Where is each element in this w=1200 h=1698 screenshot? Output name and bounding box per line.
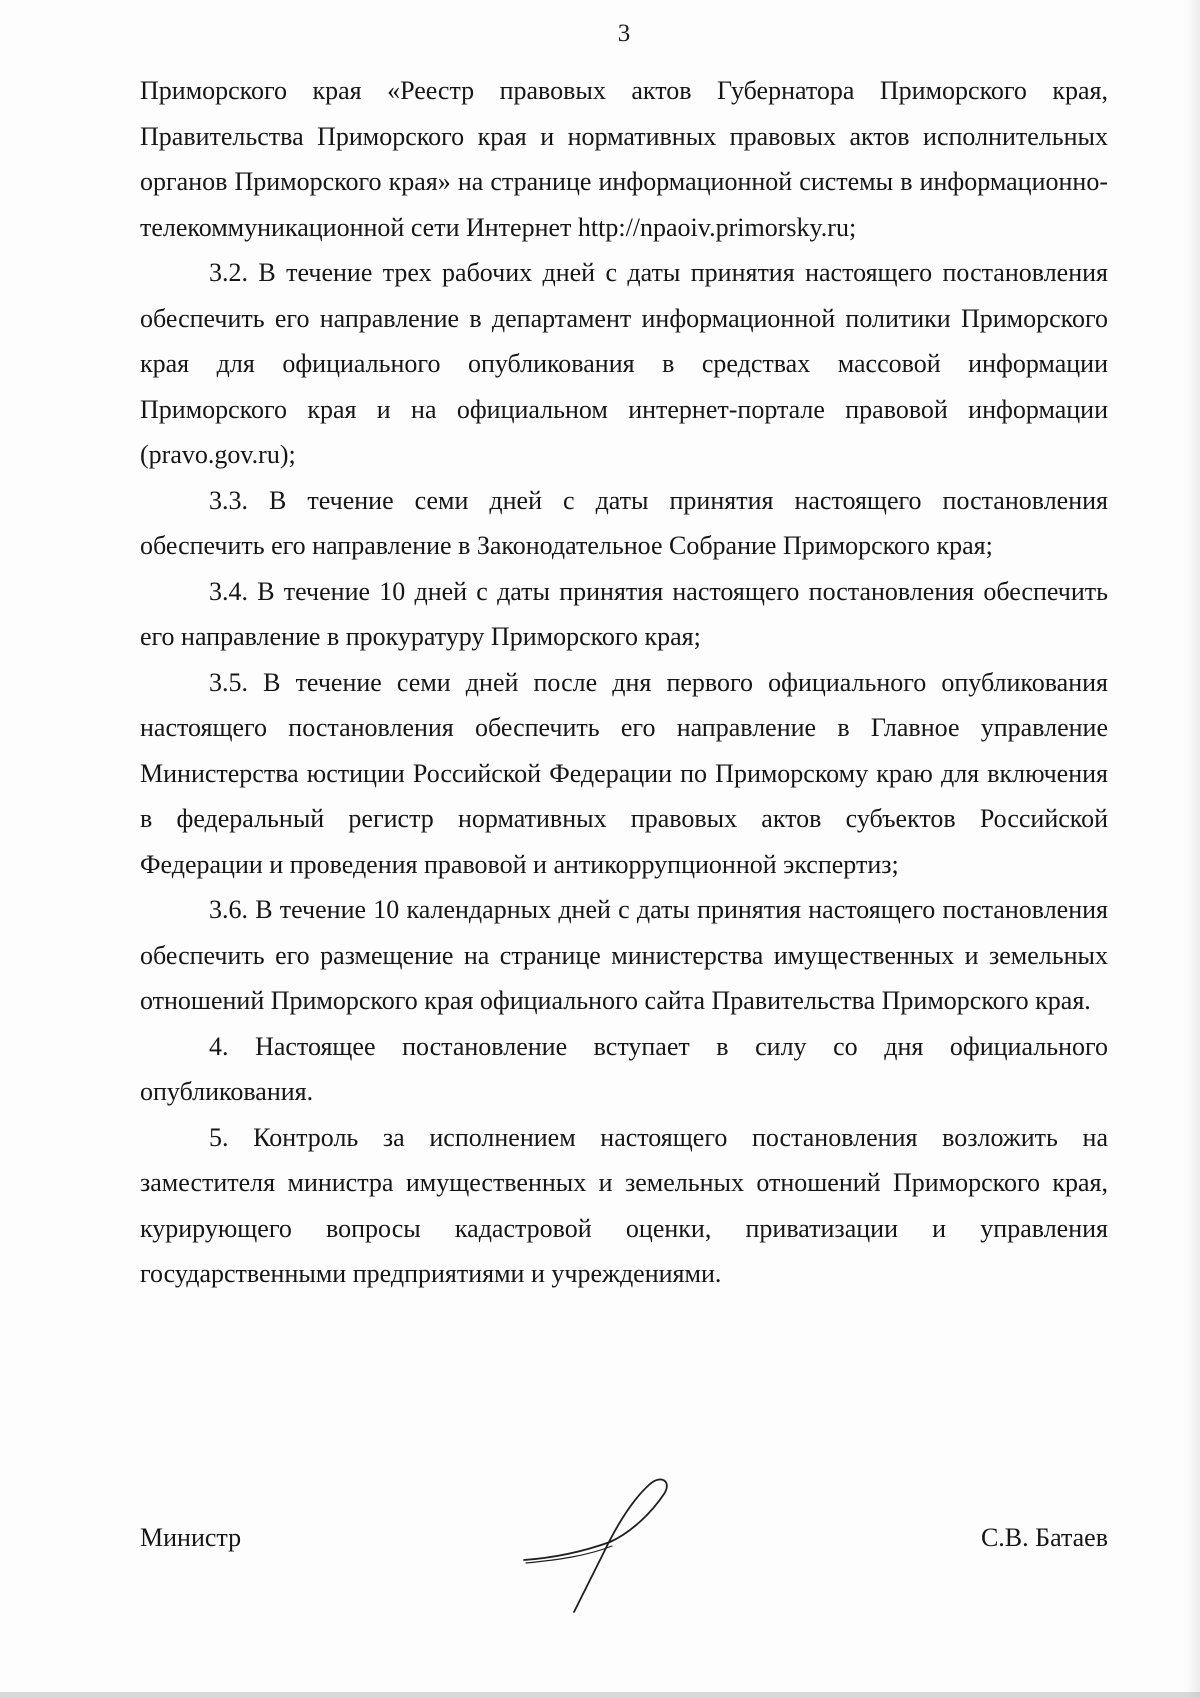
paragraph-3-2: 3.2. В течение трех рабочих дней с даты принятия настоящего постановления обеспечить его направление в департамент информационной политики Приморского края для официального опубликования в средствах массовой информации Приморского края и на официальном интернет-портале правовой информации (pravo.gov.ru); (140, 258, 1108, 469)
signer-name: С.В. Батаев (980, 1523, 1108, 1552)
paragraph-3-3: 3.3. В течение семи дней с даты принятия настоящего постановления обеспечить его направление в Законодательное Собрание Приморского края; (140, 485, 1108, 560)
scan-edge-right (1186, 0, 1200, 1698)
paragraph-4: 4. Настоящее постановление вступает в силу со дня официального опубликования. (140, 1031, 1108, 1106)
signer-title: Министр (140, 1523, 242, 1552)
signature-block (140, 1515, 1108, 1575)
paragraph-continuation: Приморского края «Реестр правовых актов Губернатора Приморского края, Правительства Приморского края и нормативных правовых актов исполнительных органов Приморского края» на странице информационной системы в информационно-телекоммуникационной сети Интернет http://npaoiv.primorsky.ru; (140, 76, 1108, 242)
paragraph-3-6: 3.6. В течение 10 календарных дней с даты принятия настоящего постановления обеспечить его размещение на странице министерства имущественных и земельных отношений Приморского края официального сайта Правительства Приморского края. (140, 895, 1108, 1015)
document-body (140, 68, 1108, 1297)
paragraph-5: 5. Контроль за исполнением настоящего постановления возложить на заместителя министра имущественных и земельных отношений Приморского края, курирующего вопросы кадастровой оценки, приватизации и управления государственными предприятиями и учреждениями. (140, 1122, 1108, 1288)
scan-edge-bottom (0, 1692, 1200, 1698)
paragraph-3-4: 3.4. В течение 10 дней с даты принятия настоящего постановления обеспечить его направление в прокуратуру Приморского края; (140, 576, 1108, 651)
paragraph-3-5: 3.5. В течение семи дней после дня первого официального опубликования настоящего постановления обеспечить его направление в Главное управление Министерства юстиции Российской Федерации по Приморскому краю для включения в федеральный регистр нормативных правовых актов субъектов Российской Федерации и проведения правовой и антикоррупционной экспертиз; (140, 667, 1108, 879)
page-number: 3 (617, 20, 631, 47)
